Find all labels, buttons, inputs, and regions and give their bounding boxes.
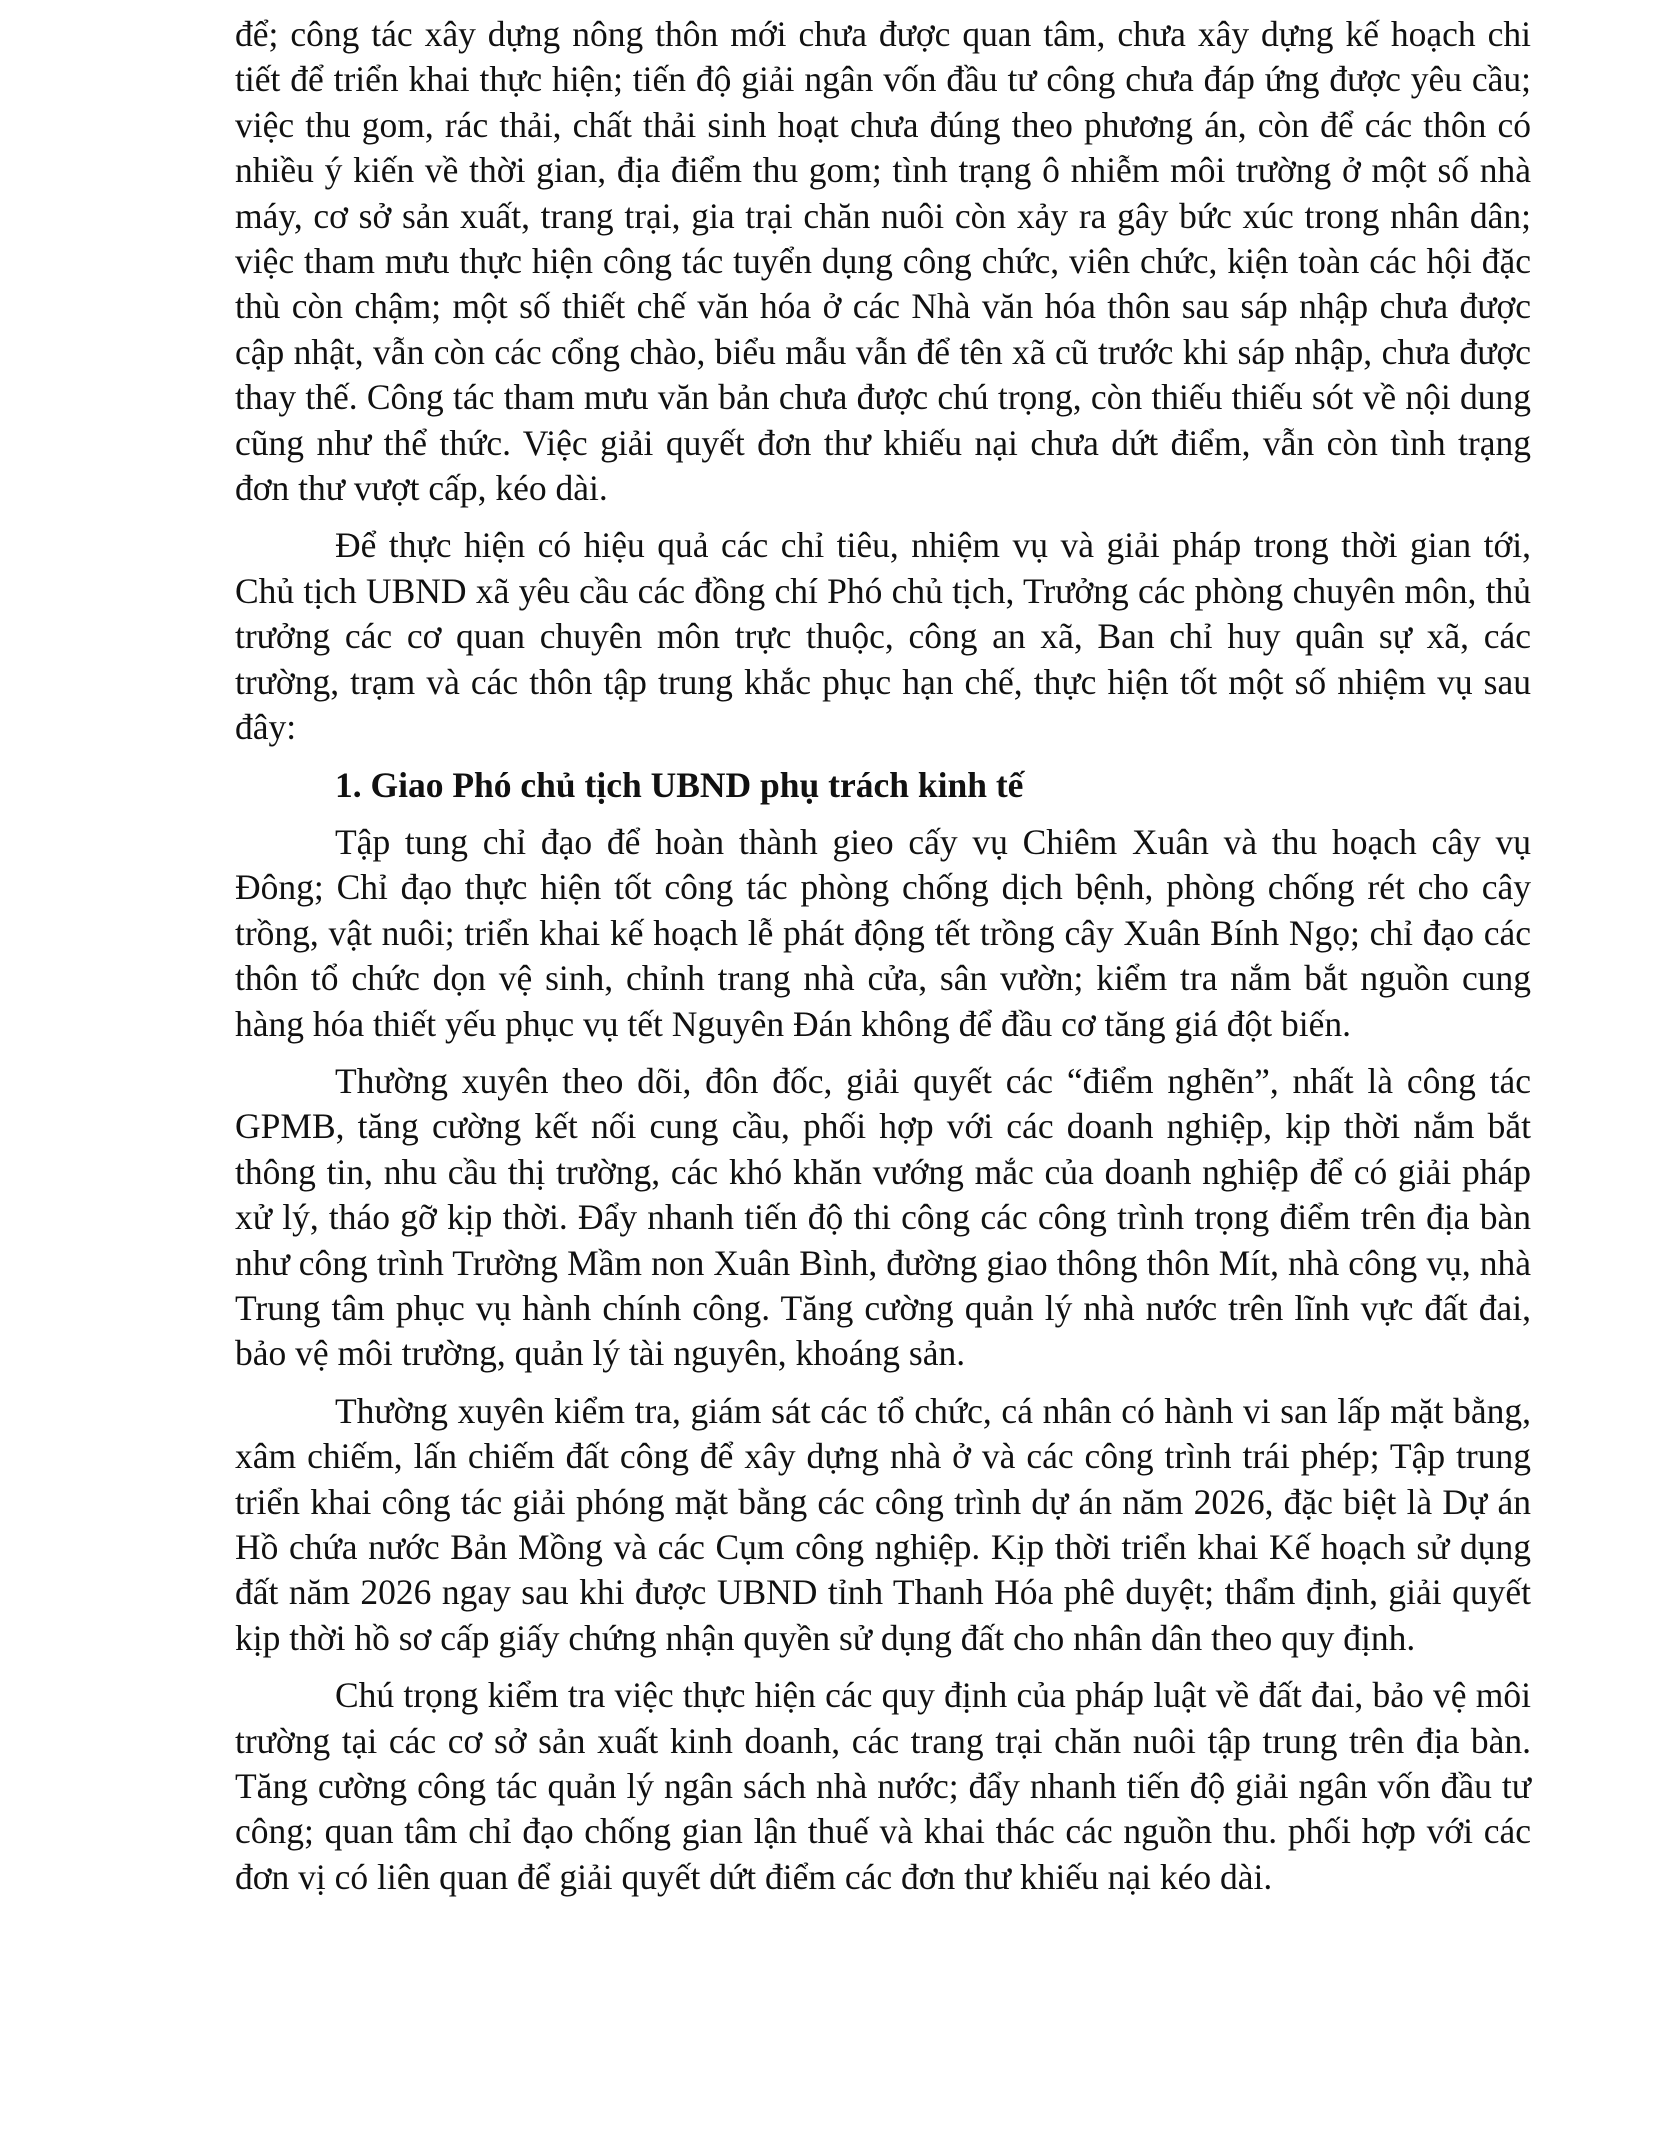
paragraph-bottlenecks: Thường xuyên theo dõi, đôn đốc, giải quyết các “điểm nghẽn”, nhất là công tác GPMB, tăng cường kết nối cung cầu, phối hợp với các doanh nghiệp, kịp thời nắm bắt thông tin, nhu cầu thị trường, các khó khăn vướng mắc của doanh nghiệp để có giải pháp xử lý, tháo gỡ kịp thời. Đẩy nhanh tiến độ thi công các công trình trọng điểm trên địa bàn như công trình Trường Mầm non Xuân Bình, đường giao thông thôn Mít, nhà công vụ, nhà Trung tâm phục vụ hành chính công. Tăng cường quản lý nhà nước trên lĩnh vực đất đai, bảo vệ môi trường, quản lý tài nguyên, khoáng sản.	[235, 1060, 1531, 1374]
document-page	[235, 12, 1531, 1900]
paragraph-law-inspection: Chú trọng kiểm tra việc thực hiện các quy định của pháp luật về đất đai, bảo vệ môi trường tại các cơ sở sản xuất kinh doanh, các trang trại chăn nuôi tập trung trên địa bàn. Tăng cường công tác quản lý ngân sách nhà nước; đẩy nhanh tiến độ giải ngân vốn đầu tư công; quan tâm chỉ đạo chống gian lận thuế và khai thác các nguồn thu. phối hợp với các đơn vị có liên quan để giải quyết dứt điểm các đơn thư khiếu nại kéo dài.	[235, 1675, 1531, 1897]
paragraph-land-supervision: Thường xuyên kiểm tra, giám sát các tổ chức, cá nhân có hành vi san lấp mặt bằng, xâm chiếm, lấn chiếm đất công để xây dựng nhà ở và các công trình trái phép; Tập trung triển khai công tác giải phóng mặt bằng các công trình dự án năm 2026, đặc biệt là Dự án Hồ chứa nước Bản Mồng và các Cụm công nghiệp. Kịp thời triển khai Kế hoạch sử dụng đất năm 2026 ngay sau khi được UBND tỉnh Thanh Hóa phê duyệt; thẩm định, giải quyết kịp thời hồ sơ cấp giấy chứng nhận quyền sử dụng đất cho nhân dân theo quy định.	[235, 1390, 1531, 1658]
section-heading: 1. Giao Phó chủ tịch UBND phụ trách kinh tế	[335, 764, 1024, 805]
paragraph-agriculture: Tập tung chỉ đạo để hoàn thành gieo cấy vụ Chiêm Xuân và thu hoạch cây vụ Đông; Chỉ đạo thực hiện tốt công tác phòng chống dịch bệnh, phòng chống rét cho cây trồng, vật nuôi; triển khai kế hoạch lễ phát động tết trồng cây Xuân Bính Ngọ; chỉ đạo các thôn tổ chức dọn vệ sinh, chỉnh trang nhà cửa, sân vườn; kiểm tra nắm bắt nguồn cung hàng hóa thiết yếu phục vụ tết Nguyên Đán không để đầu cơ tăng giá đột biến.	[235, 821, 1531, 1044]
paragraph-tasks-intro: Để thực hiện có hiệu quả các chỉ tiêu, nhiệm vụ và giải pháp trong thời gian tới, Chủ tịch UBND xã yêu cầu các đồng chí Phó chủ tịch, Trưởng các phòng chuyên môn, thủ trưởng các cơ quan chuyên môn trực thuộc, công an xã, Ban chỉ huy quân sự xã, các trường, trạm và các thôn tập trung khắc phục hạn chế, thực hiện tốt một số nhiệm vụ sau đây:	[235, 525, 1531, 748]
paragraph-shortcomings: để; công tác xây dựng nông thôn mới chưa được quan tâm, chưa xây dựng kế hoạch chi tiết để triển khai thực hiện; tiến độ giải ngân vốn đầu tư công chưa đáp ứng được yêu cầu; việc thu gom, rác thải, chất thải sinh hoạt chưa đúng theo phương án, còn để các thôn có nhiều ý kiến về thời gian, địa điểm thu gom; tình trạng ô nhiễm môi trường ở một số nhà máy, cơ sở sản xuất, trang trại, gia trại chăn nuôi còn xảy ra gây bức xúc trong nhân dân; việc tham mưu thực hiện công tác tuyển dụng công chức, viên chức, kiện toàn các hội đặc thù còn chậm; một số thiết chế văn hóa ở các Nhà văn hóa thôn sau sáp nhập chưa được cập nhật, vẫn còn các cổng chào, biểu mẫu vẫn để tên xã cũ trước khi sáp nhập, chưa được thay thế. Công tác tham mưu văn bản chưa được chú trọng, còn thiếu thiếu sót về nội dung cũng như thể thức. Việc giải quyết đơn thư khiếu nại chưa dứt điểm, vẫn còn tình trạng đơn thư vượt cấp, kéo dài.	[235, 14, 1531, 509]
